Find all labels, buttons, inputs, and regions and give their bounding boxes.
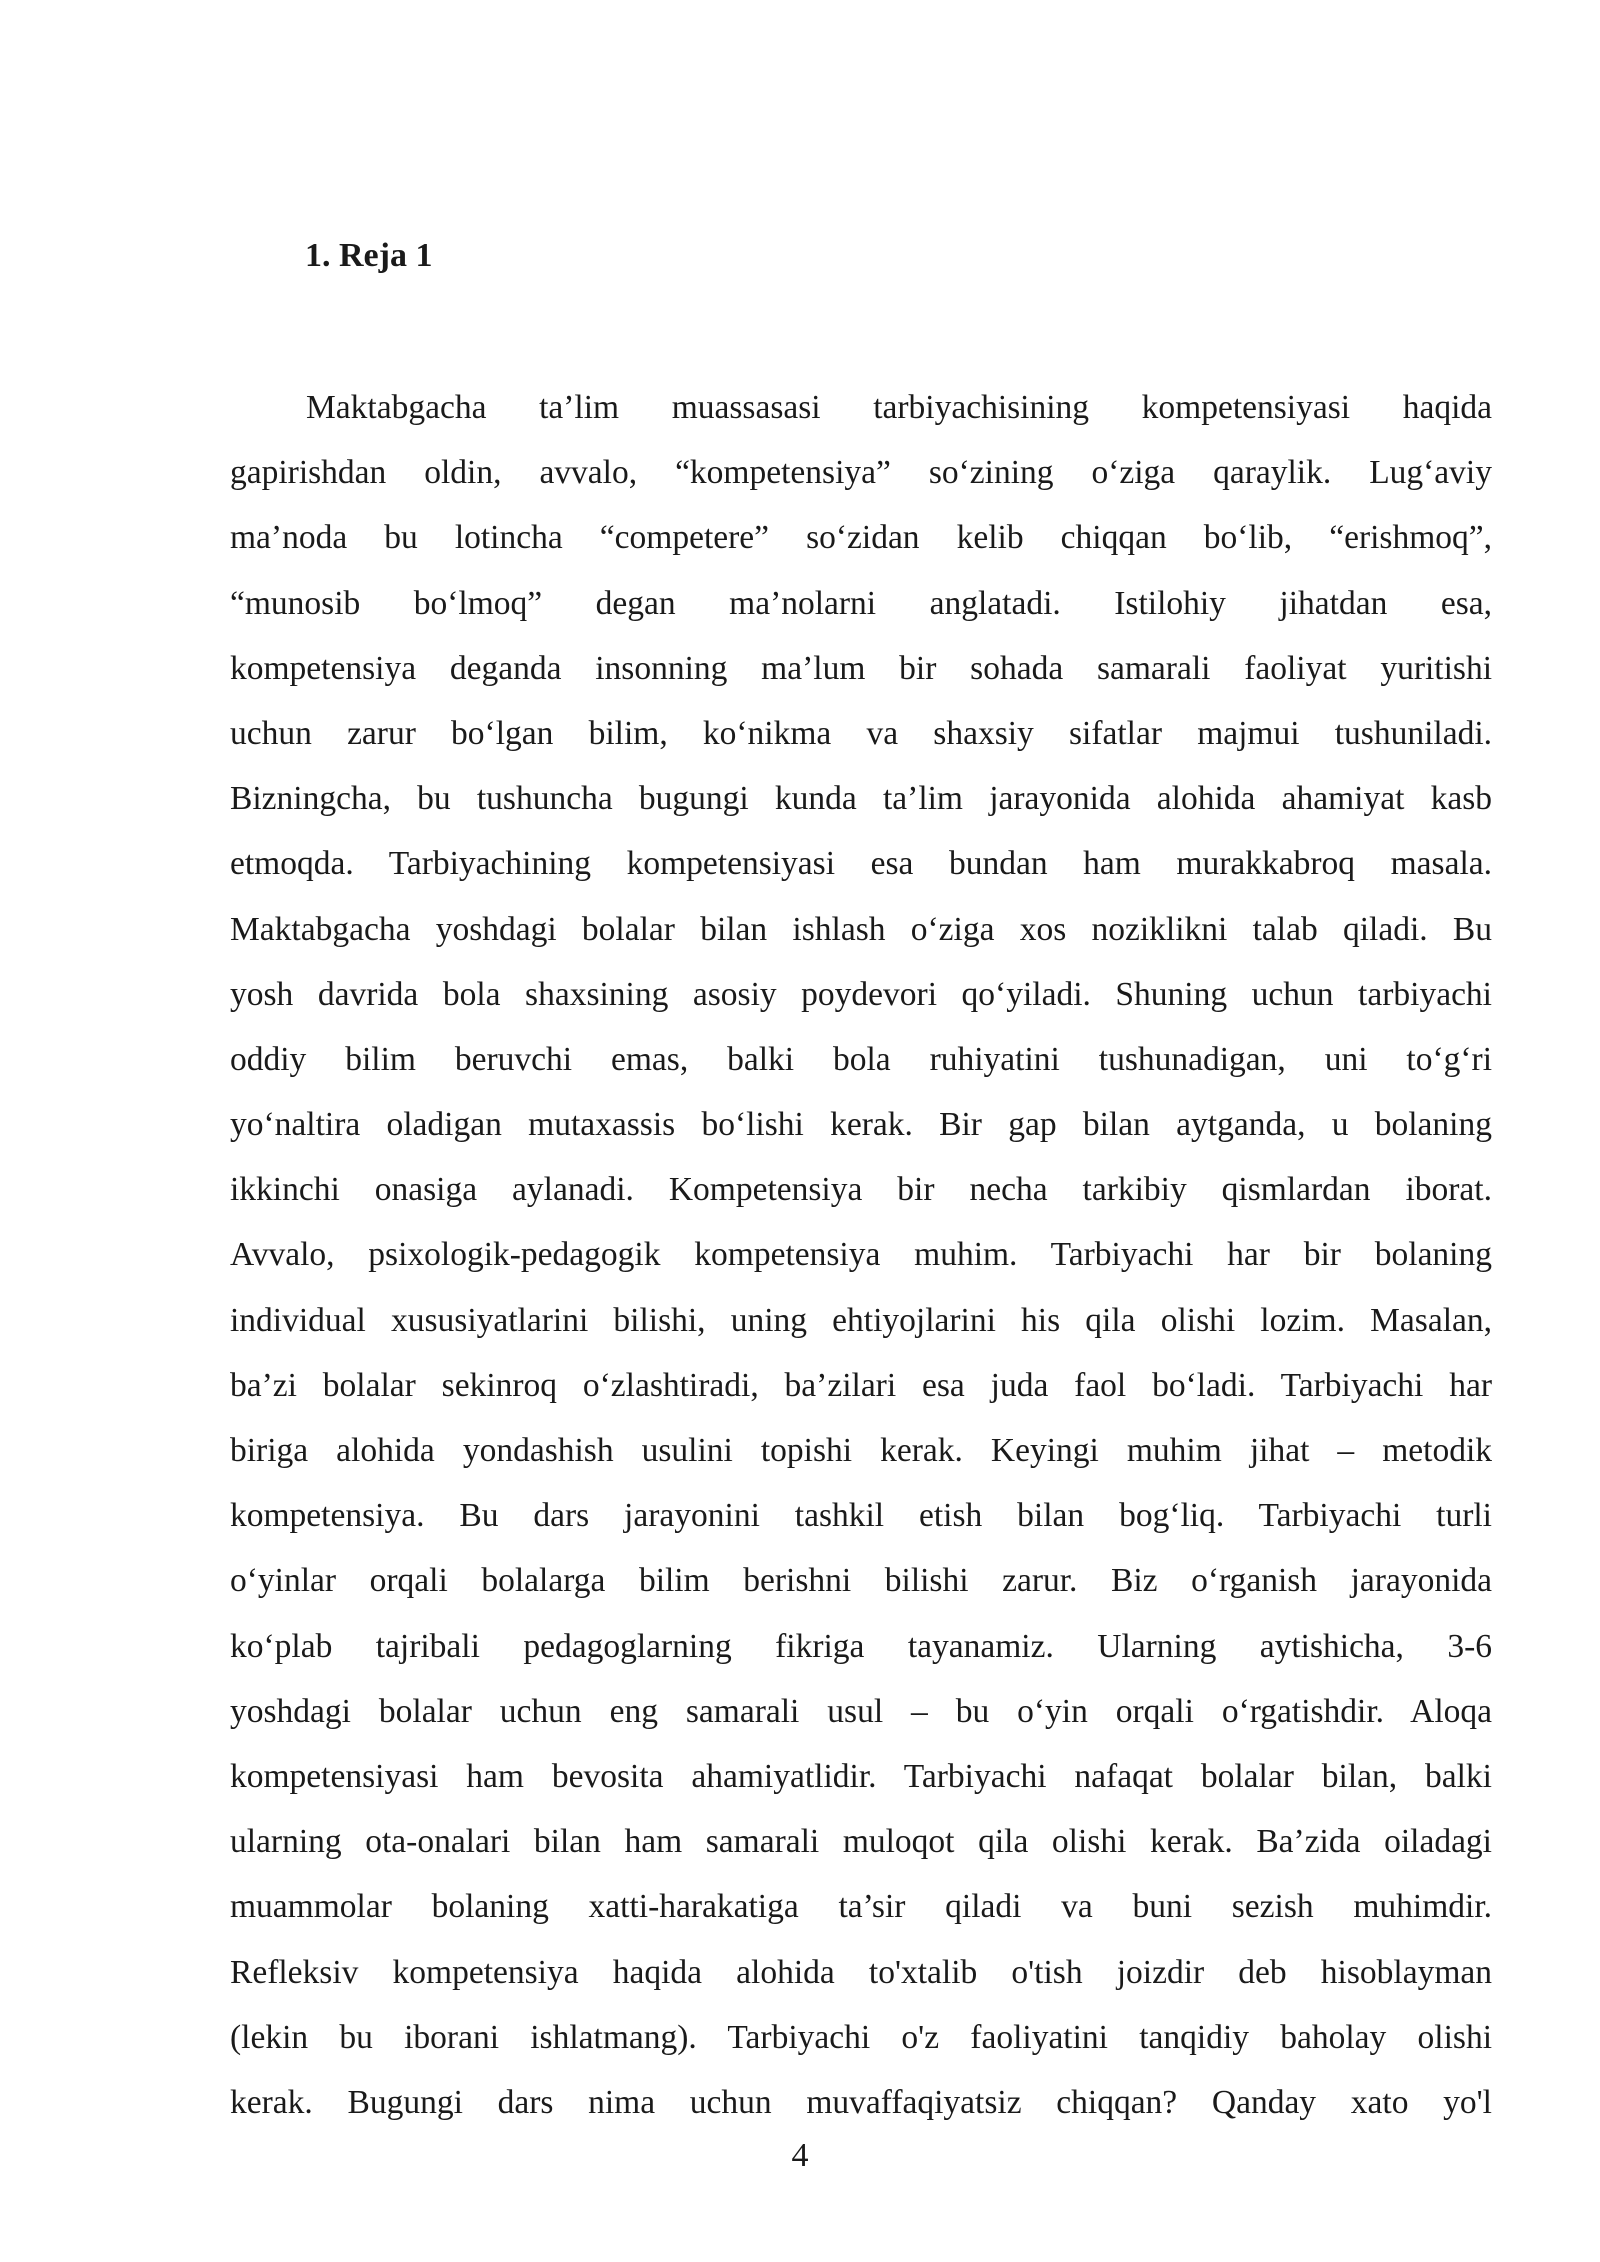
paragraph-line: Maktabgacha yoshdagi bolalar bilan ishlash o‘ziga xos noziklikni talab qiladi. Bu	[230, 910, 1492, 948]
paragraph-line: yo‘naltira oladigan mutaxassis bo‘lishi kerak. Bir gap bilan aytganda, u bolaning	[230, 1106, 1492, 1144]
paragraph-line: ikkinchi onasiga aylanadi. Kompetensiya bir necha tarkibiy qismlardan iborat.	[230, 1171, 1492, 1209]
paragraph-line: ularning ota-onalari bilan ham samarali muloqot qila olishi kerak. Ba’zida oiladagi	[230, 1823, 1492, 1861]
paragraph-line: uchun zarur bo‘lgan bilim, ko‘nikma va shaxsiy sifatlar majmui tushuniladi.	[230, 714, 1492, 752]
paragraph-line: Bizningcha, bu tushuncha bugungi kunda ta’lim jarayonida alohida ahamiyat kasb	[230, 780, 1492, 818]
paragraph-line: (lekin bu iborani ishlatmang). Tarbiyachi o'z faoliyatini tanqidiy baholay olishi	[230, 2018, 1492, 2056]
body-paragraph	[230, 375, 1492, 2135]
page-number: 4	[791, 2137, 809, 2174]
paragraph-line: ba’zi bolalar sekinroq o‘zlashtiradi, ba’zilari esa juda faol bo‘ladi. Tarbiyachi har	[230, 1366, 1492, 1404]
section-heading: 1. Reja 1	[305, 237, 433, 274]
paragraph-line: oddiy bilim beruvchi emas, balki bola ruhiyatini tushunadigan, uni to‘g‘ri	[230, 1040, 1492, 1078]
paragraph-line: kompetensiyasi ham bevosita ahamiyatlidir. Tarbiyachi nafaqat bolalar bilan, balki	[230, 1757, 1492, 1795]
paragraph-line: individual xususiyatlarini bilishi, uning ehtiyojlarini his qila olishi lozim. Masalan,	[230, 1301, 1492, 1339]
paragraph-line: Avvalo, psixologik-pedagogik kompetensiya muhim. Tarbiyachi har bir bolaning	[230, 1236, 1492, 1274]
paragraph-line: yosh davrida bola shaxsining asosiy poydevori qo‘yiladi. Shuning uchun tarbiyachi	[230, 975, 1492, 1013]
paragraph-line: ma’noda bu lotincha “competere” so‘zidan kelib chiqqan bo‘lib, “erishmoq”,	[230, 519, 1492, 557]
paragraph-line: muammolar bolaning xatti-harakatiga ta’sir qiladi va buni sezish muhimdir.	[230, 1888, 1492, 1926]
paragraph-line: ko‘plab tajribali pedagoglarning fikriga tayanamiz. Ularning aytishicha, 3-6	[230, 1627, 1492, 1665]
paragraph-line: kompetensiya deganda insonning ma’lum bir sohada samarali faoliyat yuritishi	[230, 649, 1492, 687]
paragraph-line: o‘yinlar orqali bolalarga bilim berishni bilishi zarur. Biz o‘rganish jarayonida	[230, 1562, 1492, 1600]
paragraph-line: gapirishdan oldin, avvalo, “kompetensiya” so‘zining o‘ziga qaraylik. Lug‘aviy	[230, 454, 1492, 492]
paragraph-line: Refleksiv kompetensiya haqida alohida to'xtalib o'tish joizdir deb hisoblayman	[230, 1953, 1492, 1991]
paragraph-line: kerak. Bugungi dars nima uchun muvaffaqiyatsiz chiqqan? Qanday xato yo'l	[230, 2083, 1492, 2121]
paragraph-line: biriga alohida yondashish usulini topishi kerak. Keyingi muhim jihat – metodik	[230, 1432, 1492, 1469]
paragraph-line: kompetensiya. Bu dars jarayonini tashkil etish bilan bog‘liq. Tarbiyachi turli	[230, 1497, 1492, 1535]
paragraph-line: “munosib bo‘lmoq” degan ma’nolarni anglatadi. Istilohiy jihatdan esa,	[230, 584, 1492, 622]
paragraph-line: Maktabgacha ta’lim muassasasi tarbiyachisining kompetensiyasi haqida	[306, 389, 1492, 426]
paragraph-line: etmoqda. Tarbiyachining kompetensiyasi esa bundan ham murakkabroq masala.	[230, 845, 1492, 883]
paragraph-line: yoshdagi bolalar uchun eng samarali usul – bu o‘yin orqali o‘rgatishdir. Aloqa	[230, 1692, 1492, 1730]
